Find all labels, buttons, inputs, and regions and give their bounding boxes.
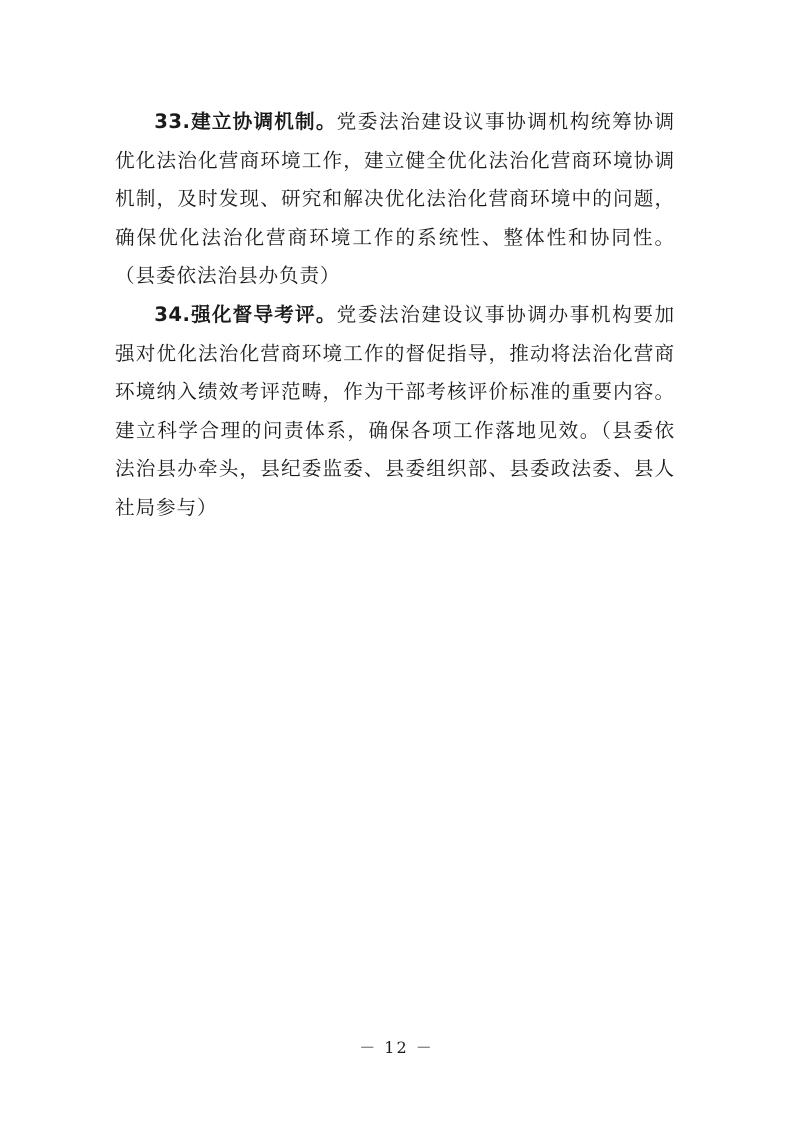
paragraph-heading: 33.建立协调机制。 [154,110,337,133]
paragraph-text: 党委法治建设议事协调办事机构要加强对优化法治化营商环境工作的督促指导，推动将法治化营商环境纳入绩效考评范畴，作为干部考核评价标准的重要内容。建立科学合理的问责体系，确保各项工作落地见效。（县委依法治县办牵头，县纪委监委、县委组织部、县委政法委、县人社局参与） [115,302,675,519]
document-body [115,103,675,528]
paragraph-33 [115,103,675,296]
paragraph-text: 党委法治建设议事协调机构统筹协调优化法治化营商环境工作，建立健全优化法治化营商环境协调机制，及时发现、研究和解决优化法治化营商环境中的问题，确保优化法治化营商环境工作的系统性、整体性和协同性。（县委依法治县办负责） [115,110,675,288]
page-number: － 12 － [359,1038,434,1057]
paragraph-34 [115,296,675,528]
paragraph-heading: 34.强化督导考评。 [154,302,337,326]
